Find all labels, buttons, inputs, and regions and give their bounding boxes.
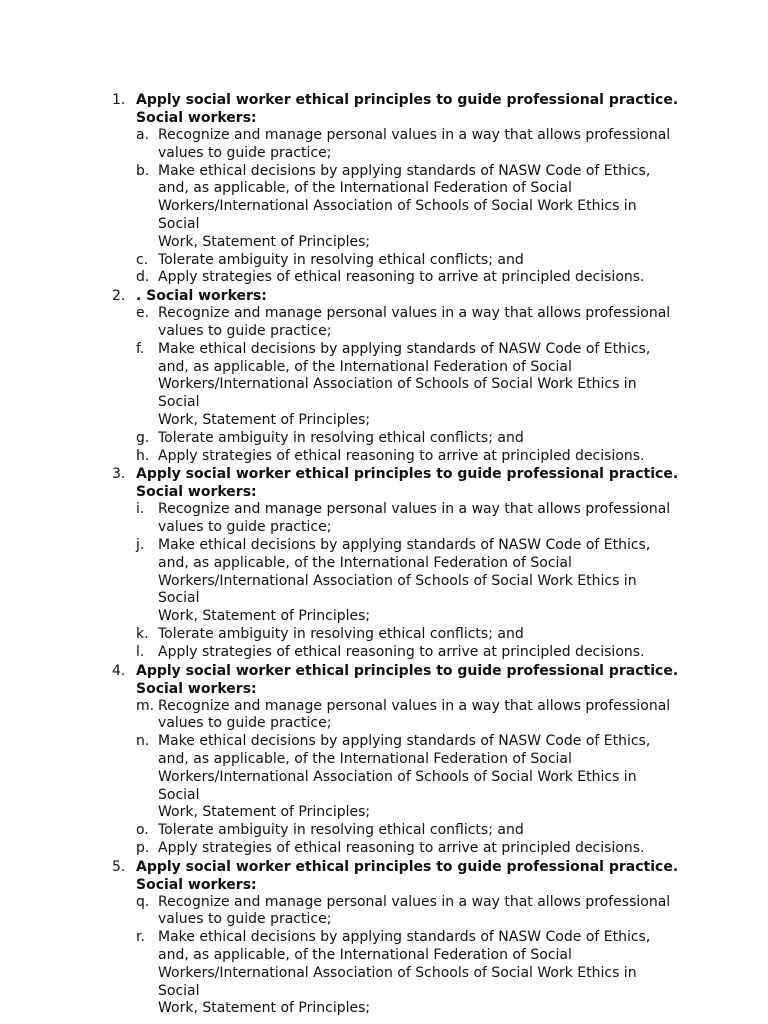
item-letter: n.	[136, 733, 150, 750]
item-text	[158, 127, 681, 163]
item-text	[158, 448, 681, 466]
item-text	[158, 537, 681, 626]
item-line: Workers/International Association of Schools of Social Work Ethics in Social	[158, 964, 637, 999]
item-text	[158, 822, 681, 840]
item-line: values to guide practice;	[158, 911, 332, 928]
item-line: Make ethical decisions by applying standards of NASW Code of Ethics,	[158, 536, 651, 553]
item-line: values to guide practice;	[158, 519, 332, 536]
item-letter: h.	[136, 447, 150, 464]
item-line: Workers/International Association of Schools of Social Work Ethics in Social	[158, 768, 637, 803]
heading-line: . Social workers:	[136, 288, 267, 305]
heading-line: Apply social worker ethical principles to guide professional practice.	[136, 92, 679, 108]
item-line: Tolerate ambiguity in resolving ethical conflicts; and	[158, 251, 524, 268]
item-line: Workers/International Association of Schools of Social Work Ethics in Social	[158, 198, 637, 232]
item-line: Make ethical decisions by applying standards of NASW Code of Ethics,	[158, 340, 651, 357]
item-letter: l.	[136, 643, 145, 660]
list-item	[136, 448, 681, 466]
item-line: Make ethical decisions by applying standards of NASW Code of Ethics,	[158, 929, 651, 946]
list-item	[136, 840, 681, 858]
item-letter: o.	[136, 822, 149, 839]
section-number: 1.	[112, 92, 126, 108]
section-heading	[136, 662, 696, 698]
list-item	[136, 269, 681, 287]
item-letter: d.	[136, 269, 150, 286]
item-line: and, as applicable, of the International Federation of Social	[158, 358, 572, 375]
item-text	[158, 269, 681, 287]
section-heading	[136, 858, 696, 894]
item-line: values to guide practice;	[158, 715, 332, 732]
item-line: Work, Statement of Principles;	[158, 233, 371, 250]
item-letter: i.	[136, 501, 145, 518]
section-heading	[136, 91, 696, 127]
heading-line: Apply social worker ethical principles to guide professional practice.	[136, 466, 679, 483]
item-text	[158, 305, 681, 341]
item-line: Tolerate ambiguity in resolving ethical conflicts; and	[158, 822, 524, 839]
item-line: Tolerate ambiguity in resolving ethical conflicts; and	[158, 429, 524, 446]
item-letter: q.	[136, 893, 150, 910]
item-line: Workers/International Association of Schools of Social Work Ethics in Social	[158, 572, 637, 607]
item-letter: c.	[136, 251, 149, 268]
item-text	[158, 644, 681, 662]
item-line: values to guide practice;	[158, 322, 332, 339]
item-line: and, as applicable, of the International Federation of Social	[158, 947, 572, 964]
item-letter: m.	[136, 697, 155, 714]
item-line: Workers/International Association of Schools of Social Work Ethics in Social	[158, 376, 637, 411]
item-letter: f.	[136, 340, 145, 357]
item-line: Recognize and manage personal values in a way that allows professional	[158, 127, 671, 143]
heading-line: Apply social worker ethical principles to guide professional practice.	[136, 662, 679, 679]
item-line: Recognize and manage personal values in a way that allows professional	[158, 305, 671, 322]
item-text	[158, 163, 681, 252]
item-line: Work, Statement of Principles;	[158, 1000, 371, 1017]
list-section	[0, 91, 768, 287]
item-line: Make ethical decisions by applying standards of NASW Code of Ethics,	[158, 162, 651, 179]
item-line: Recognize and manage personal values in a way that allows professional	[158, 893, 671, 910]
item-line: Work, Statement of Principles;	[158, 804, 371, 821]
document-page	[0, 91, 768, 1018]
list-item	[136, 894, 681, 930]
item-text	[158, 929, 681, 1018]
list-item	[136, 501, 681, 537]
item-letter: e.	[136, 305, 150, 322]
section-number: 5.	[112, 858, 126, 875]
item-line: Apply strategies of ethical reasoning to arrive at principled decisions.	[158, 447, 645, 464]
list-item	[136, 341, 681, 430]
item-line: Recognize and manage personal values in a way that allows professional	[158, 697, 671, 714]
heading-line: Apply social worker ethical principles to guide professional practice.	[136, 858, 679, 875]
section-number: 2.	[112, 288, 126, 305]
item-line: and, as applicable, of the International Federation of Social	[158, 554, 572, 571]
heading-line: Social workers:	[136, 680, 257, 697]
item-text	[158, 430, 681, 448]
list-item	[136, 430, 681, 448]
list-section	[0, 465, 768, 661]
section-heading	[136, 287, 696, 305]
item-letter: b.	[136, 162, 150, 179]
section-number: 3.	[112, 466, 126, 483]
heading-line: Social workers:	[136, 876, 257, 893]
section-heading	[136, 465, 696, 501]
item-line: and, as applicable, of the International Federation of Social	[158, 180, 572, 197]
item-line: Work, Statement of Principles;	[158, 411, 371, 428]
list-section	[0, 858, 768, 1019]
item-letter: k.	[136, 625, 149, 642]
item-line: Apply strategies of ethical reasoning to arrive at principled decisions.	[158, 839, 645, 856]
list-item	[136, 305, 681, 341]
item-line: Recognize and manage personal values in a way that allows professional	[158, 501, 671, 518]
section-number: 4.	[112, 662, 126, 679]
list-item	[136, 163, 681, 252]
item-letter: a.	[136, 127, 150, 143]
item-letter: r.	[136, 929, 145, 946]
item-text	[158, 252, 681, 270]
item-line: Apply strategies of ethical reasoning to arrive at principled decisions.	[158, 269, 645, 286]
item-letter: p.	[136, 839, 150, 856]
item-line: Tolerate ambiguity in resolving ethical conflicts; and	[158, 625, 524, 642]
item-text	[158, 698, 681, 734]
list-item	[136, 929, 681, 1018]
list-item	[136, 626, 681, 644]
heading-line: Social workers:	[136, 484, 257, 501]
list-item	[136, 127, 681, 163]
item-line: Apply strategies of ethical reasoning to arrive at principled decisions.	[158, 643, 645, 660]
list-item	[136, 644, 681, 662]
list-item	[136, 252, 681, 270]
ordered-list	[0, 91, 768, 1018]
item-line: values to guide practice;	[158, 144, 332, 161]
list-item	[136, 822, 681, 840]
list-section	[0, 662, 768, 858]
item-line: and, as applicable, of the International Federation of Social	[158, 750, 572, 767]
item-text	[158, 733, 681, 822]
item-text	[158, 840, 681, 858]
list-item	[136, 733, 681, 822]
list-item	[136, 698, 681, 734]
heading-line: Social workers:	[136, 110, 257, 126]
list-item	[136, 537, 681, 626]
item-letter: j.	[136, 536, 145, 553]
item-text	[158, 341, 681, 430]
item-text	[158, 501, 681, 537]
list-section	[0, 287, 768, 465]
item-text	[158, 894, 681, 930]
item-letter: g.	[136, 429, 150, 446]
item-line: Make ethical decisions by applying standards of NASW Code of Ethics,	[158, 733, 651, 750]
item-text	[158, 626, 681, 644]
item-line: Work, Statement of Principles;	[158, 608, 371, 625]
